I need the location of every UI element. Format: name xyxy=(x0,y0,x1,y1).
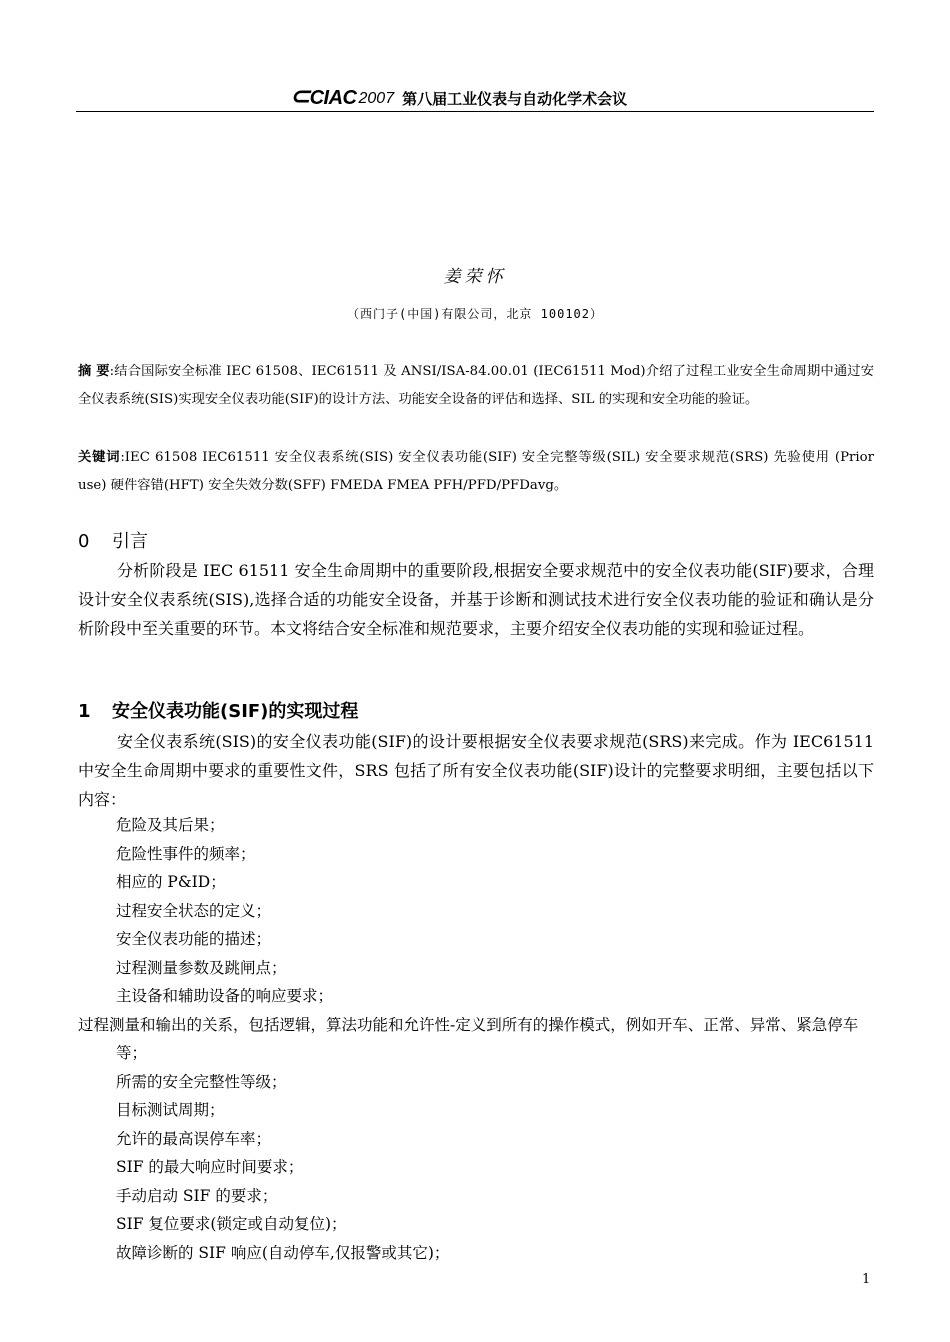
page-number: 1 xyxy=(862,1272,871,1287)
list-item: 过程测量参数及跳闸点； xyxy=(116,958,287,977)
section-0-paragraph: 分析阶段是 IEC 61511 安全生命周期中的重要阶段,根据安全要求规范中的安全仪表功能(SIF)要求，合理设计安全仪表系统(SIS),选择合适的功能安全设备，并基于诊断和测试技术进行安全仪表功能的验证和确认是分析阶段中至关重要的环节。本文将结合安全标准和规范要求，主要介绍安全仪表功能的实现和验证过程。 xyxy=(78,561,874,638)
logo-year: 2007 xyxy=(358,90,395,107)
srs-requirements-list xyxy=(78,811,874,1267)
list-item: 相应的 P&ID； xyxy=(116,873,226,891)
author-affiliation: （西门子(中国)有限公司，北京 100102） xyxy=(346,307,604,321)
list-item: SIF 复位要求(锁定或自动复位)； xyxy=(116,1215,347,1233)
abstract-label: 摘 要 xyxy=(78,364,110,379)
section-title: 引言 xyxy=(112,531,148,552)
list-item: 危险及其后果； xyxy=(116,816,225,834)
conference-logo xyxy=(290,83,357,110)
conference-title: 第八届工业仪表与自动化学术会议 xyxy=(402,90,628,108)
keywords xyxy=(78,444,874,500)
abstract-text: :结合国际安全标准 IEC 61508、IEC61511 及 ANSI/ISA-84.00.01 (IEC61511 Mod)介绍了过程工业安全生命周期中通过安全仪表系统(SIS)实现安全仪表功能(SIF)的设计方法、功能安全设备的评估和选择、SIL 的实现和安全功能的验证。 xyxy=(78,364,874,407)
abstract xyxy=(78,358,874,414)
section-1-heading xyxy=(78,700,358,724)
list-item: 过程测量和输出的关系，包括逻辑，算法功能和允许性-定义到所有的操作模式，例如开车、正常、异常、紧急停车等； xyxy=(78,1015,859,1062)
list-item: 过程安全状态的定义； xyxy=(116,901,272,920)
list-item: 危险性事件的频率； xyxy=(116,844,256,863)
list-item: 故障诊断的 SIF 响应(自动停车,仅报警或其它)； xyxy=(116,1243,450,1262)
list-item: 安全仪表功能的描述； xyxy=(116,930,272,948)
keywords-label: 关键词 xyxy=(78,450,121,465)
list-item: 主设备和辅助设备的响应要求； xyxy=(116,987,334,1005)
section-1-paragraph: 安全仪表系统(SIS)的安全仪表功能(SIF)的设计要根据安全仪表要求规范(SRS)来完成。作为 IEC61511 中安全生命周期中要求的重要性文件，SRS 包括了所有安全仪表功能(SIF)设计的完整要求明细，主要包括以下内容： xyxy=(78,732,874,809)
keywords-text: :IEC 61508 IEC61511 安全仪表系统(SIS) 安全仪表功能(SIF) 安全完整等级(SIL) 安全要求规范(SRS) 先验使用 (Prior use) 硬件容错(HFT) 安全失效分数(SFF) FMEDA FMEA PFH/PFD/PFDavg。 xyxy=(78,450,875,493)
list-item: 目标测试周期； xyxy=(116,1101,225,1119)
section-number: 0 xyxy=(78,531,90,552)
section-number: 1 xyxy=(78,701,91,722)
list-item: 允许的最高误停车率； xyxy=(116,1129,272,1148)
header-rule xyxy=(76,111,874,112)
header-content xyxy=(290,84,627,108)
page-header xyxy=(76,82,874,112)
logo-text: CIAC xyxy=(309,87,357,109)
list-item: 手动启动 SIF 的要求； xyxy=(116,1186,278,1205)
author-name: 姜荣怀 xyxy=(443,267,507,287)
list-item: 所需的安全完整性等级； xyxy=(116,1072,287,1091)
logo-swoosh-icon: ⊂ xyxy=(290,83,310,110)
list-item: SIF 的最大响应时间要求； xyxy=(116,1158,304,1176)
section-0-heading xyxy=(78,530,148,554)
section-title: 安全仪表功能(SIF)的实现过程 xyxy=(112,701,359,722)
